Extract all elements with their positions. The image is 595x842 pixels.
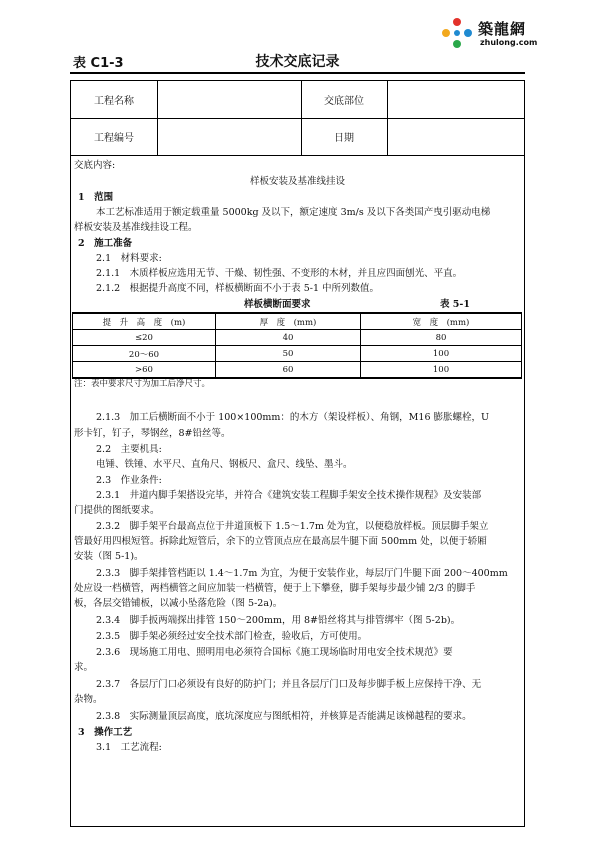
s238-text: 2.3.8 实际测量顶层高度，底坑深度应与图纸相符，并核算是否能满足该梯越程的要求。 [96,711,472,722]
project-no-label: 工程编号 [94,133,134,144]
s213-text-1: 2.1.3 加工后横断面不小于 100×100mm：的木方（架设样板）、角钢，M16 膨胀螺栓，U [96,412,490,423]
s212-text: 2.1.2 根据提升高度不同，样板横断面不小于表 5-1 中所列数值。 [96,283,380,294]
s211-text: 2.1.1 木质样板应选用无节、干燥、韧性强、不变形的木材，并且应四面刨光、平直。 [96,268,463,279]
spec-table [72,312,522,379]
section-title: 样板安装及基准线挂设 [249,176,345,187]
table-cell: ≤20 [73,330,216,346]
table-number: 表 5-1 [440,299,470,310]
s233-text-1: 2.3.3 脚手架排管档距以 1.4～1.7m 为宜，为便于安装作业，每层厅门牛腿下面 200～400mm [96,568,508,579]
logo-text-cn: 築龍網 [478,20,527,38]
table-cell: 40 [216,330,361,346]
content-label: 交底内容: [74,160,116,171]
table-note: 注：表中要求尺寸为加工后净尺寸。 [74,379,211,389]
table-cell: 80 [361,330,522,346]
table-caption: 样板横断面要求 [244,299,311,310]
date-label: 日期 [334,133,354,144]
s233-text-2: 处应设一档横管，两档横管之间应加装一档横管，便于上下攀登，脚手架每步最少铺 2/3 的脚手 [74,583,476,594]
spec-table-header [73,313,522,330]
s231-text-1: 2.3.1 井道内脚手架搭设完毕，并符合《建筑安装工程脚手架安全技术操作规程》及安装部 [96,490,482,501]
s31-heading: 3.1 工艺流程: [96,742,162,753]
zhulong-logo [440,14,560,54]
s237-text-1: 2.3.7 各层厅门口必须设有良好的防护门；并且各层厅门口及每步脚手板上应保持干净、无 [96,679,482,690]
table-cell: 100 [361,346,522,362]
s3-heading: 3 操作工艺 [78,727,133,738]
s1-text-1: 本工艺标准适用于额定载重量 5000kg 及以下，额定速度 3m/s 及以下各类国产曳引驱动电梯 [96,207,491,218]
table-row [73,346,522,362]
s232-text-1: 2.3.2 脚手架平台最高点位于井道顶板下 1.5～1.7m 处为宜，以便稳放样板。顶层脚手架立 [96,521,489,532]
logo-text-en: zhulong.com [480,38,538,47]
s22-heading: 2.2 主要机具: [96,444,162,455]
col-width: 宽 度 (mm) [361,313,522,330]
col-thickness: 厚 度 (mm) [216,313,361,330]
project-no-field[interactable] [157,118,301,155]
location-field[interactable] [387,81,524,118]
s232-text-3: 安装（图 5-1)。 [74,551,144,562]
project-name-field[interactable] [157,81,301,118]
s213-text-2: 形卡钉，钉子，琴钢丝，8#铅丝等。 [74,428,231,439]
table-row [73,362,522,379]
table-cell: 50 [216,346,361,362]
table-cell: 100 [361,362,522,379]
s236-text-1: 2.3.6 现场施工用电、照明用电必须符合国标《施工现场临时用电安全技术规范》要 [96,647,453,658]
date-field[interactable] [387,118,524,155]
s21-heading: 2.1 材料要求: [96,253,162,264]
s1-heading: 1 范围 [78,192,114,203]
s234-text: 2.3.4 脚手扳两端探出排管 150～200mm，用 8#铅丝将其与排管绑牢（图 5-2b)。 [96,615,461,626]
table-row [73,330,522,346]
col-lift-height: 提 升 高 度 (m) [73,313,216,330]
s231-text-2: 门提供的图纸要求。 [74,505,160,516]
document-title: 技术交底记录 [255,54,340,70]
table-cell: >60 [73,362,216,379]
s235-text: 2.3.5 脚手架必须经过安全技术部门检查，验收后，方可使用。 [96,631,368,642]
title-rule [70,72,525,74]
s1-text-2: 样板安装及基准线挂设工程。 [74,222,198,233]
s22-text: 电锤、铁锤、水平尺、直角尺、钢板尺、盒尺、线坠、墨斗。 [96,459,353,470]
project-name-label: 工程名称 [94,96,134,107]
form-number: 表 C1-3 [73,56,124,71]
s23-heading: 2.3 作业条件: [96,475,162,486]
s236-text-2: 求。 [74,662,94,673]
s237-text-2: 杂物。 [74,694,103,705]
s232-text-2: 管最好用四根短管。拆除此短管后，余下的立管顶点应在最高层牛腿下面 500mm 处，以便于轿厢 [74,536,487,547]
header-table [70,80,525,156]
s233-text-3: 板，各层交错铺板，以减小坠落危险（图 5-2a)。 [74,598,283,609]
table-cell: 60 [216,362,361,379]
s2-heading: 2 施工准备 [78,238,133,249]
table-cell: 20～60 [73,346,216,362]
zhulong-logo-icon [440,16,474,50]
location-label: 交底部位 [324,96,364,107]
